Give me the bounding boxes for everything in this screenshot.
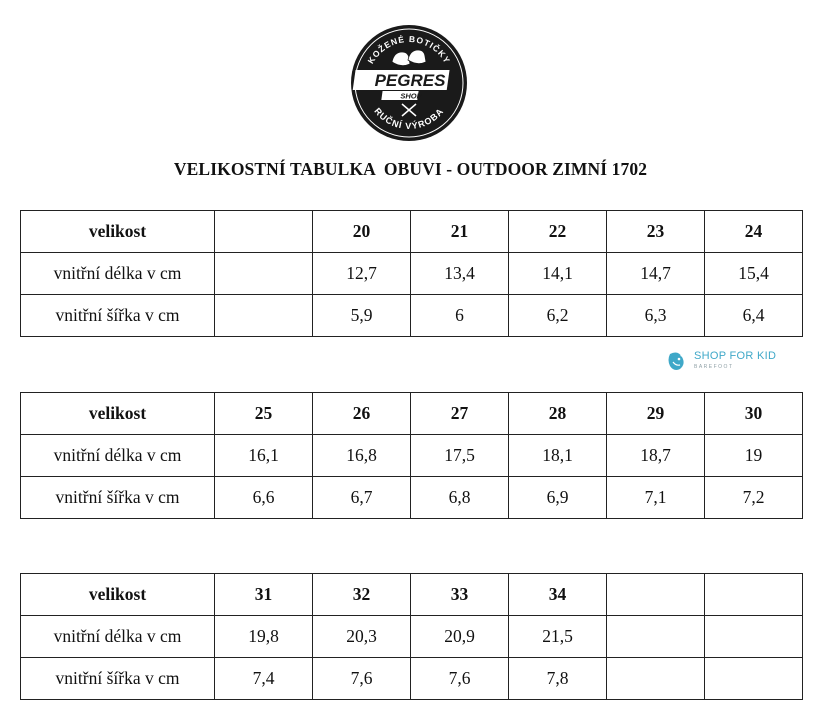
length-cell: 20,9 [411, 616, 509, 658]
page-title: VELIKOSTNÍ TABULKA OBUVI - OUTDOOR ZIMNÍ 1702 [173, 159, 648, 179]
length-cell: 21,5 [509, 616, 607, 658]
table-row-size [21, 393, 803, 435]
length-cell [607, 616, 705, 658]
row-label-width: vnitřní šířka v cm [21, 658, 215, 700]
foot-icon [667, 350, 689, 372]
size-cell: 22 [509, 211, 607, 253]
size-cell: 30 [705, 393, 803, 435]
size-table-1 [20, 210, 803, 337]
length-cell [705, 616, 803, 658]
width-cell: 7,8 [509, 658, 607, 700]
watermark-sub: BAREFOOT [694, 364, 734, 370]
length-cell: 16,1 [215, 435, 313, 477]
size-cell: 33 [411, 574, 509, 616]
width-cell: 6,6 [215, 477, 313, 519]
width-cell: 7,4 [215, 658, 313, 700]
length-cell: 13,4 [411, 253, 509, 295]
size-table-3 [20, 573, 803, 700]
width-cell: 7,6 [313, 658, 411, 700]
size-cell: 21 [411, 211, 509, 253]
width-cell: 5,9 [313, 295, 411, 337]
length-cell: 15,4 [705, 253, 803, 295]
shop-for-kid-watermark [667, 348, 777, 376]
length-cell: 14,1 [509, 253, 607, 295]
width-cell: 6,9 [509, 477, 607, 519]
width-cell: 7,1 [607, 477, 705, 519]
width-cell: 6,4 [705, 295, 803, 337]
logo-brand-text: PEGRES [374, 71, 446, 90]
width-cell: 6,8 [411, 477, 509, 519]
width-cell: 6 [411, 295, 509, 337]
size-cell: 23 [607, 211, 705, 253]
size-cell: 28 [509, 393, 607, 435]
size-table-2 [20, 392, 803, 519]
size-cell [607, 574, 705, 616]
length-cell: 17,5 [411, 435, 509, 477]
watermark-name: SHOP FOR KID [694, 350, 777, 362]
row-label-length: vnitřní délka v cm [21, 253, 215, 295]
logo-top-text: KOŽENÉ BOTIČKY [365, 33, 453, 66]
size-cell: 25 [215, 393, 313, 435]
logo-bottom-text: RUČNÍ VÝROBA [372, 105, 446, 132]
length-cell: 12,7 [313, 253, 411, 295]
length-cell [215, 253, 313, 295]
row-label-width: vnitřní šířka v cm [21, 295, 215, 337]
size-cell: 26 [313, 393, 411, 435]
logo-shop-text: SHOP [400, 91, 422, 101]
table-row-length [21, 435, 803, 477]
table-row-size [21, 211, 803, 253]
length-cell: 19,8 [215, 616, 313, 658]
row-label-size: velikost [21, 574, 215, 616]
table-row-length [21, 616, 803, 658]
row-label-width: vnitřní šířka v cm [21, 477, 215, 519]
table-row-width [21, 295, 803, 337]
size-cell: 29 [607, 393, 705, 435]
length-cell: 18,7 [607, 435, 705, 477]
size-cell [215, 211, 313, 253]
length-cell: 16,8 [313, 435, 411, 477]
table-row-size [21, 574, 803, 616]
size-cell: 31 [215, 574, 313, 616]
table-row-length [21, 253, 803, 295]
size-cell: 20 [313, 211, 411, 253]
width-cell [215, 295, 313, 337]
length-cell: 20,3 [313, 616, 411, 658]
width-cell: 7,2 [705, 477, 803, 519]
width-cell [607, 658, 705, 700]
width-cell [705, 658, 803, 700]
pegres-shop-logo [350, 24, 468, 142]
table-row-width [21, 477, 803, 519]
length-cell: 19 [705, 435, 803, 477]
table-row-width [21, 658, 803, 700]
size-cell: 32 [313, 574, 411, 616]
size-cell: 24 [705, 211, 803, 253]
length-cell: 18,1 [509, 435, 607, 477]
row-label-size: velikost [21, 211, 215, 253]
width-cell: 6,2 [509, 295, 607, 337]
width-cell: 7,6 [411, 658, 509, 700]
width-cell: 6,7 [313, 477, 411, 519]
width-cell: 6,3 [607, 295, 705, 337]
size-cell: 34 [509, 574, 607, 616]
row-label-length: vnitřní délka v cm [21, 435, 215, 477]
length-cell: 14,7 [607, 253, 705, 295]
row-label-size: velikost [21, 393, 215, 435]
size-cell [705, 574, 803, 616]
row-label-length: vnitřní délka v cm [21, 616, 215, 658]
size-cell: 27 [411, 393, 509, 435]
